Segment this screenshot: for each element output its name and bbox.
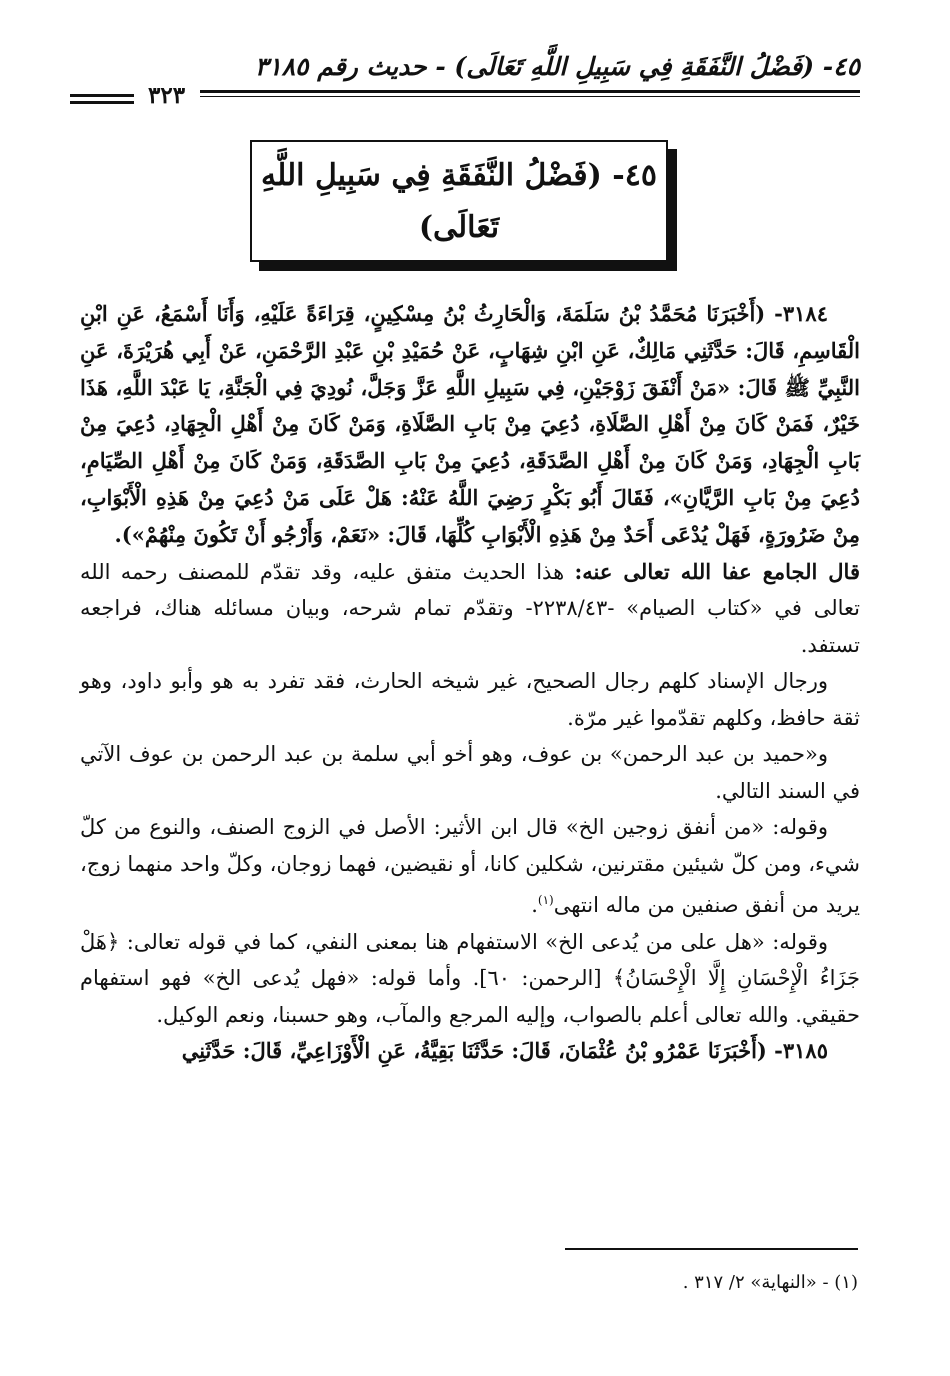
page-header bbox=[70, 52, 860, 112]
commentary-paragraph: ورجال الإسناد كلهم رجال الصحيح، غير شيخه الحارث، فقد تفرد به هو وأبو داود، وهو ثقة حافظ، وكلهم تقدّموا غير مرّة. bbox=[80, 669, 860, 730]
commentary-paragraph: و«حميد بن عبد الرحمن» بن عوف، وهو أخو أبي سلمة بن عبد الرحمن بن عوف الآتي في السند التالي. bbox=[80, 742, 860, 803]
commentary-paragraph: وقوله: «من أنفق زوجين الخ» قال ابن الأثير: الأصل في الزوج الصنف، والنوع من كلّ شيء، ومن كلّ شيئين مقترنين، شكلين كانا، أو نقيضين، فهما زوجان، وكلّ واحد منهما زوج، يريد من أنفق صنفين من ماله انتهى$^{(١)}$. bbox=[80, 815, 860, 918]
paragraph-lead: قال الجامع عفا الله تعالى عنه: bbox=[574, 558, 860, 584]
chapter-title bbox=[252, 142, 666, 254]
hadith-3184: ٣١٨٤- (أَخْبَرَنَا مُحَمَّدُ بْنُ سَلَمَةَ، وَالْحَارِثُ بْنُ مِسْكِينٍ، قِرَاءَةً عَلَيْهِ، وَأَنَا أَسْمَعُ، عَنِ ابْنِ الْقَاسِمِ، قَالَ: حَدَّثَنِي مَالِكٌ، عَنِ ابْنِ شِهَابٍ، عَنْ حُمَيْدِ بْنِ عَبْدِ الرَّحْمَنِ، عَنْ أَبِي هُرَيْرَةَ، عَنِ النَّبِيِّ ﷺ قَالَ: «مَنْ أَنْفَقَ زَوْجَيْنِ، فِي سَبِيلِ اللَّهِ عَزَّ وَجَلَّ، نُودِيَ فِي الْجَنَّةِ، يَا عَبْدَ اللَّهِ، هَذَا خَيْرٌ، فَمَنْ كَانَ مِنْ أَهْلِ الصَّلَاةِ، دُعِيَ مِنْ بَابِ الصَّلَاةِ، وَمَنْ كَانَ مِنْ أَهْلِ الْجِهَادِ، دُعِيَ مِنْ بَابِ الْجِهَادِ، وَمَنْ كَانَ مِنْ أَهْلِ الصَّدَقَةِ، دُعِيَ مِنْ بَابِ الصَّدَقَةِ، وَمَنْ كَانَ مِنْ أَهْلِ الصِّيَامِ، دُعِيَ مِنْ بَابِ الرَّيَّانِ»، فَقَالَ أَبُو بَكْرٍ رَضِيَ اللَّهُ عَنْهُ: هَلْ عَلَى مَنْ دُعِيَ مِنْ هَذِهِ الْأَبْوَابِ، مِنْ ضَرُورَةٍ، فَهَلْ يُدْعَى أَحَدٌ مِنْ هَذِهِ الْأَبْوَابِ كُلِّهَا، قَالَ: «نَعَمْ، وَأَرْجُو أَنْ تَكُونَ مِنْهُمْ»). bbox=[80, 301, 860, 547]
running-title: ٤٥- (فَضْلُ النَّفَقَةِ فِي سَبِيلِ اللَّهِ تَعَالَى) - حديث رقم ٣١٨٥ bbox=[254, 52, 860, 81]
commentary-paragraph: قال الجامع عفا الله تعالى عنه: هذا الحديث متفق عليه، وقد تقدّم للمصنف رحمه الله تعالى في «كتاب الصيام» -٢٢٣٨/٤٣- وتقدّم تمام شرحه، وبيان مسائله هناك، فراجعه تستفد. bbox=[80, 558, 860, 657]
chapter-title-line1: ٤٥- (فَضْلُ النَّفَقَةِ فِي سَبِيلِ اللَّهِ bbox=[261, 158, 657, 193]
commentary-paragraph: وقوله: «هل على من يُدعى الخ» الاستفهام هنا بمعنى النفي، كما في قوله تعالى: ﴿هَلْ جَزَاءُ الْإِحْسَانِ إِلَّا الْإِحْسَانُ﴾ [الرحمن: ٦٠]. وأما قوله: «فهل يُدعى الخ» فهو استفهام حقيقي. والله تعالى أعلم بالصواب، وإليه المرجع والمآب، وهو حسبنا، ونعم الوكيل. bbox=[80, 929, 860, 1027]
header-rule bbox=[200, 90, 860, 93]
footnote: (١) - «النهاية» ٢/ ٣١٧ . bbox=[682, 1272, 858, 1293]
page-body bbox=[80, 296, 860, 1070]
chapter-title-box bbox=[250, 140, 668, 262]
footnote-marker: (١) bbox=[537, 893, 554, 908]
header-rule-thin bbox=[200, 96, 860, 97]
chapter-title-line2: تَعَالَى) bbox=[418, 210, 500, 245]
footnote-rule bbox=[565, 1248, 858, 1250]
page-number: ٣٢٣ bbox=[148, 82, 186, 109]
page-number-rules bbox=[70, 94, 134, 108]
hadith-3185: ٣١٨٥- (أَخْبَرَنَا عَمْرُو بْنُ عُثْمَانَ، قَالَ: حَدَّثَنَا بَقِيَّةُ، عَنِ الْأَوْزَاعِيِّ، قَالَ: حَدَّثَنِي bbox=[181, 1038, 828, 1064]
